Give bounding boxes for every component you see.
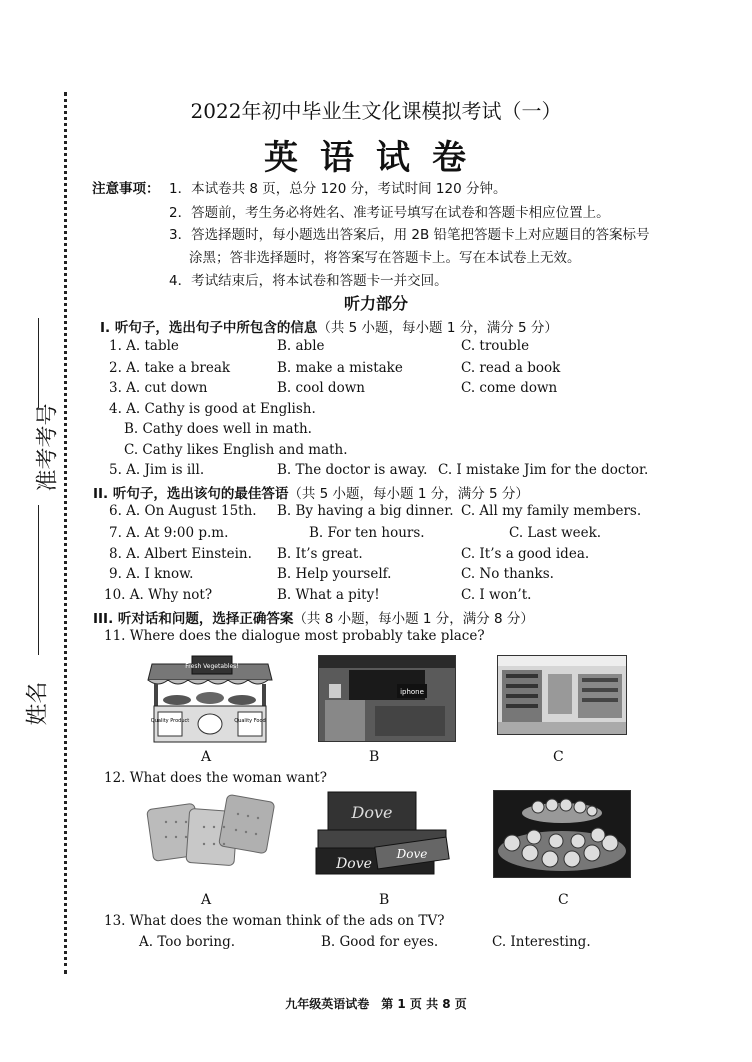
q5-option-a: 5. A. Jim is ill.: [109, 462, 205, 478]
part3-heading: [93, 607, 534, 627]
choc-brand-top: Dove: [351, 803, 393, 822]
q13-option-a: A. Too boring.: [139, 934, 236, 950]
chocolate-illustration: [314, 790, 450, 876]
q10-option-a: 10. A. Why not?: [104, 587, 213, 603]
name-underline: [38, 505, 39, 655]
q3-option-c: C. come down: [461, 380, 558, 396]
cupcakes-illustration: [494, 791, 630, 877]
bookstore-illustration: [498, 656, 626, 734]
cupcakes-image: [493, 790, 631, 878]
stall-right-text: Quality Food: [234, 718, 266, 724]
q11-question: 11. Where does the dialogue most probably take place?: [104, 628, 485, 644]
part1-heading-rest: （共 5 小题，每小题 1 分，满分 5 分）: [317, 320, 558, 336]
q1-option-c: C. trouble: [461, 338, 530, 354]
q7-option-a: 7. A. At 9:00 p.m.: [109, 525, 229, 541]
q3-option-a: 3. A. cut down: [109, 380, 208, 396]
q2-option-a: 2. A. take a break: [109, 360, 231, 376]
part2-heading-bold: II. 听句子，选出该句的最佳答语: [93, 486, 289, 502]
note-item: 3．答选择题时，每小题选出答案后，用 2B 铅笔把答题卡上对应题目的答案标号: [169, 227, 650, 243]
subject-title: 英语试卷: [264, 138, 488, 178]
part3-heading-rest: （共 8 小题，每小题 1 分，满分 8 分）: [293, 611, 534, 627]
section-title: 听力部分: [343, 294, 408, 313]
q12-label-c: C: [558, 892, 569, 908]
q11-label-b: B: [369, 749, 380, 765]
q1-option-a: 1. A. table: [109, 338, 179, 354]
choc-brand-bar: Dove: [336, 856, 372, 872]
q5-option-c: C. I mistake Jim for the doctor.: [438, 462, 649, 478]
q3-option-b: B. cool down: [277, 380, 365, 396]
crackers-illustration: [146, 792, 276, 870]
q9-option-b: B. Help yourself.: [277, 566, 392, 582]
exam-no-label: 准考考号: [35, 403, 61, 492]
q11-label-c: C: [553, 749, 564, 765]
q10-option-c: C. I won’t.: [461, 587, 532, 603]
q13-question: 13. What does the woman think of the ads on TV?: [104, 913, 445, 929]
q4-option-c: C. Cathy likes English and math.: [124, 442, 348, 458]
phone-store-image: [318, 655, 456, 742]
note-item: 1．本试卷共 8 页，总分 120 分，考试时间 120 分钟。: [169, 181, 507, 197]
page-footer: 九年级英语试卷 第 1 页 共 8 页: [285, 997, 467, 1011]
stall-illustration: [142, 654, 278, 744]
q6-option-c: C. All my family members.: [461, 503, 642, 519]
q8-option-a: 8. A. Albert Einstein.: [109, 546, 252, 562]
stall-sign-text: Fresh Vegetables!: [185, 663, 239, 670]
q9-option-c: C. No thanks.: [461, 566, 554, 582]
q10-option-b: B. What a pity!: [277, 587, 380, 603]
store-illustration: [319, 656, 455, 741]
q5-option-b: B. The doctor is away.: [277, 462, 428, 478]
chocolate-image: [314, 790, 450, 876]
crackers-image: [146, 792, 276, 870]
q8-option-b: B. It’s great.: [277, 546, 363, 562]
q13-option-c: C. Interesting.: [492, 934, 591, 950]
q7-option-b: B. For ten hours.: [309, 525, 425, 541]
q2-option-b: B. make a mistake: [277, 360, 403, 376]
note-item: 涂黑；答非选择题时，将答案写在答题卡上。写在本试卷上无效。: [189, 250, 581, 266]
q4-option-a: 4. A. Cathy is good at English.: [109, 401, 316, 417]
note-item: 4．考试结束后，将本试卷和答题卡一并交回。: [169, 273, 448, 289]
q12-label-a: A: [201, 892, 212, 908]
store-logo-text: iphone: [400, 688, 424, 696]
vegetable-stall-image: [142, 654, 278, 744]
q1-option-b: B. able: [277, 338, 325, 354]
q7-option-c: C. Last week.: [509, 525, 602, 541]
q12-label-b: B: [379, 892, 390, 908]
q13-option-b: B. Good for eyes.: [321, 934, 439, 950]
exam-title: 2022年初中毕业生文化课模拟考试（一）: [190, 99, 562, 123]
bookstore-image: [497, 655, 627, 735]
name-label: 姓名: [25, 681, 51, 726]
stall-left-text: Quality Product: [150, 718, 190, 724]
binding-dotted-line: [64, 92, 67, 974]
q12-question: 12. What does the woman want?: [104, 770, 327, 786]
q4-option-b: B. Cathy does well in math.: [124, 421, 312, 437]
choc-brand-side: Dove: [396, 847, 428, 861]
q11-label-a: A: [201, 749, 212, 765]
q6-option-a: 6. A. On August 15th.: [109, 503, 257, 519]
part3-heading-bold: III. 听对话和问题，选择正确答案: [93, 611, 294, 627]
q2-option-c: C. read a book: [461, 360, 561, 376]
part1-heading: [100, 316, 558, 336]
part1-heading-bold: I. 听句子，选出句子中所包含的信息: [100, 320, 318, 336]
exam-no-underline: [38, 318, 39, 408]
part2-heading: [93, 482, 529, 502]
note-item: 2．答题前，考生务必将姓名、准考证号填写在试卷和答题卡相应位置上。: [169, 205, 610, 221]
q8-option-c: C. It’s a good idea.: [461, 546, 590, 562]
notes-label: 注意事项：: [92, 181, 160, 197]
q6-option-b: B. By having a big dinner.: [277, 503, 454, 519]
q9-option-a: 9. A. I know.: [109, 566, 194, 582]
part2-heading-rest: （共 5 小题，每小题 1 分，满分 5 分）: [288, 486, 529, 502]
